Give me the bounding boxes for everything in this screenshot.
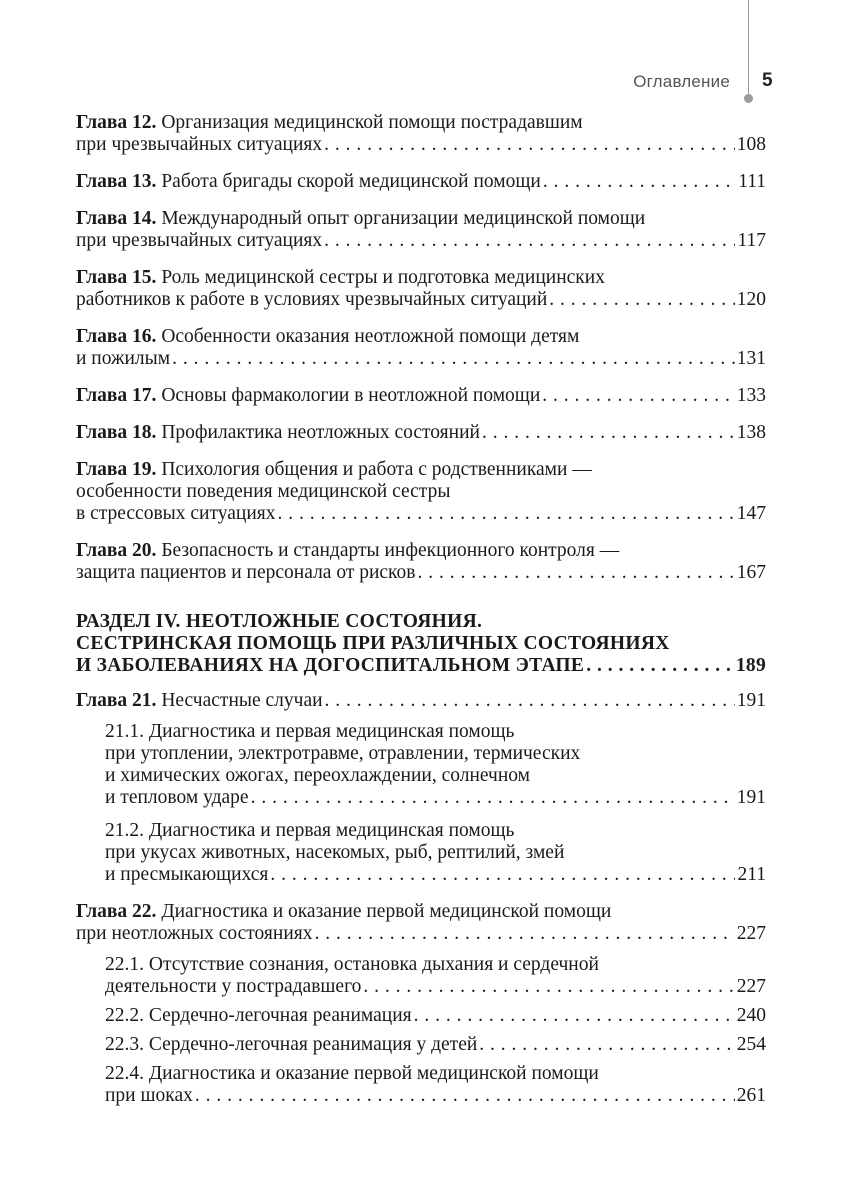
leader-dots xyxy=(418,562,735,584)
toc-entry-chapter-17[interactable]: Глава 17. Основы фармакологии в неотложной помощи . . . 133 xyxy=(76,385,766,407)
toc-entry-21-1[interactable]: 21.1. Диагностика и первая медицинская помощь при утоплении, электротравме, отравлении, термических и химических ожогах, переохлаждении, солнечном и тепловом ударе . . . 191 xyxy=(76,721,766,809)
page-ref: 227 xyxy=(736,923,766,944)
page-ref: 147 xyxy=(736,503,766,524)
leader-dots xyxy=(324,134,735,156)
leader-dots xyxy=(549,289,734,311)
toc-entry-chapter-18[interactable]: Глава 18. Профилактика неотложных состояний . . . 138 xyxy=(76,422,766,444)
page-ref: 261 xyxy=(736,1085,766,1106)
leader-dots xyxy=(543,171,736,193)
toc-entry-chapter-12[interactable]: Глава 12. Организация медицинской помощи пострадавшим при чрезвычайных ситуациях . . . 108 xyxy=(76,112,766,156)
page-ref: 138 xyxy=(736,422,766,443)
page-ref: 108 xyxy=(736,134,766,155)
page-ref: 191 xyxy=(736,690,766,711)
table-of-contents xyxy=(76,112,766,1107)
toc-entry-chapter-20[interactable]: Глава 20. Безопасность и стандарты инфекционного контроля — защита пациентов и персонала от рисков . . . 167 xyxy=(76,540,766,584)
page-ref: 189 xyxy=(735,655,766,676)
leader-dots xyxy=(586,655,734,677)
leader-dots xyxy=(542,385,735,407)
page-ref: 191 xyxy=(736,787,766,808)
toc-entry-chapter-16[interactable]: Глава 16. Особенности оказания неотложной помощи детям и пожилым . . . 131 xyxy=(76,326,766,370)
toc-entry-chapter-21[interactable]: Глава 21. Несчастные случаи . . . 191 xyxy=(76,690,766,712)
header-rule xyxy=(748,0,749,96)
toc-entry-22-3[interactable]: 22.3. Сердечно-легочная реанимация у детей . . . 254 xyxy=(76,1034,766,1056)
page-ref: 227 xyxy=(736,976,766,997)
leader-dots xyxy=(315,923,735,945)
leader-dots xyxy=(479,1034,734,1056)
header-dot xyxy=(744,94,753,103)
toc-entry-22-1[interactable]: 22.1. Отсутствие сознания, остановка дыхания и сердечной деятельности у пострадавшего . . . 227 xyxy=(76,954,766,998)
leader-dots xyxy=(363,976,734,998)
toc-entry-section-4[interactable]: РАЗДЕЛ IV. НЕОТЛОЖНЫЕ СОСТОЯНИЯ. СЕСТРИНСКАЯ ПОМОЩЬ ПРИ РАЗЛИЧНЫХ СОСТОЯНИЯХ И ЗАБОЛЕВАНИЯХ НА ДОГОСПИТАЛЬНОМ ЭТАПЕ . . . 189 xyxy=(76,611,766,677)
page-ref: 240 xyxy=(736,1005,766,1026)
leader-dots xyxy=(195,1085,735,1107)
page-number: 5 xyxy=(762,70,773,91)
toc-entry-chapter-13[interactable]: Глава 13. Работа бригады скорой медицинской помощи . . . 111 xyxy=(76,171,766,193)
toc-entry-chapter-14[interactable]: Глава 14. Международный опыт организации медицинской помощи при чрезвычайных ситуациях . . . 117 xyxy=(76,208,766,252)
leader-dots xyxy=(482,422,735,444)
page-ref: 117 xyxy=(737,230,766,251)
toc-entry-22-4[interactable]: 22.4. Диагностика и оказание первой медицинской помощи при шоках . . . 261 xyxy=(76,1063,766,1107)
page-ref: 111 xyxy=(738,171,766,192)
page-ref: 167 xyxy=(736,562,766,583)
leader-dots xyxy=(277,503,734,525)
leader-dots xyxy=(324,230,735,252)
toc-entry-22-2[interactable]: 22.2. Сердечно-легочная реанимация . . . 240 xyxy=(76,1005,766,1027)
leader-dots xyxy=(414,1005,735,1027)
page-ref: 120 xyxy=(736,289,766,310)
toc-entry-chapter-19[interactable]: Глава 19. Психология общения и работа с родственниками — особенности поведения медицинской сестры в стрессовых ситуациях . . . 147 xyxy=(76,459,766,525)
toc-entry-21-2[interactable]: 21.2. Диагностика и первая медицинская помощь при укусах животных, насекомых, рыб, рептилий, змей и пресмыкающихся . . . 211 xyxy=(76,820,766,886)
leader-dots xyxy=(251,787,735,809)
page-ref: 211 xyxy=(737,864,766,885)
page-ref: 131 xyxy=(736,348,766,369)
page-ref: 254 xyxy=(736,1034,766,1055)
toc-entry-chapter-15[interactable]: Глава 15. Роль медицинской сестры и подготовка медицинских работников к работе в условиях чрезвычайных ситуаций . . . 120 xyxy=(76,267,766,311)
leader-dots xyxy=(325,690,735,712)
leader-dots xyxy=(270,864,735,886)
leader-dots xyxy=(172,348,735,370)
running-header-title: Оглавление xyxy=(633,72,730,91)
page-ref: 133 xyxy=(736,385,766,406)
toc-entry-chapter-22[interactable]: Глава 22. Диагностика и оказание первой медицинской помощи при неотложных состояниях . . . 227 xyxy=(76,901,766,945)
